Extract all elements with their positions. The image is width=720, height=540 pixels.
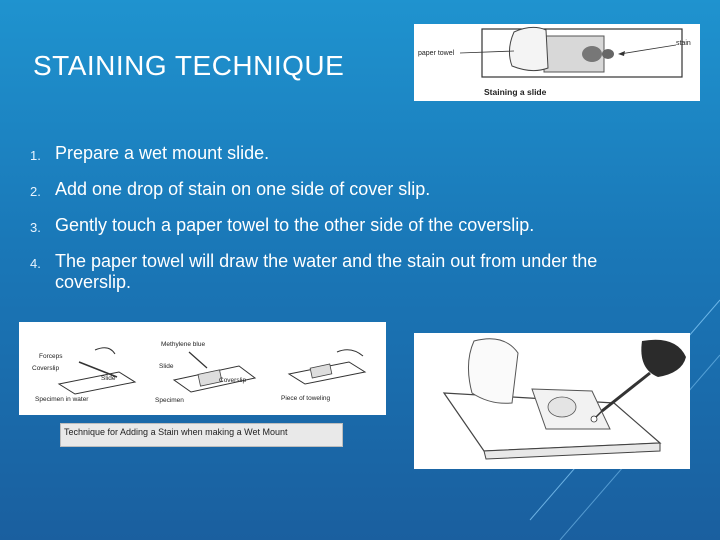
list-item — [30, 179, 610, 200]
steps-list — [30, 143, 610, 308]
label-coverslip-left: Coverslip — [32, 365, 60, 372]
label-stain: stain — [676, 40, 691, 47]
label-forceps: Forceps — [39, 353, 63, 360]
caption-text: Technique for Adding a Stain when making a Wet Mount — [64, 427, 288, 437]
caption-staining-slide: Staining a slide — [484, 87, 547, 97]
list-item — [30, 251, 610, 293]
step-text: Add one drop of stain on one side of cover slip. — [55, 179, 431, 199]
wet-mount-caption — [60, 423, 343, 447]
step-text: The paper towel will draw the water and the stain out from under the coverslip. — [55, 251, 598, 292]
label-slide-mid: Slide — [159, 363, 174, 370]
label-slide-left: Slide — [101, 375, 116, 382]
step-number: 4. — [30, 256, 41, 271]
label-paper-towel: paper towel — [418, 50, 455, 57]
wet-mount-diagram — [19, 322, 386, 415]
slide-title: STAINING TECHNIQUE — [33, 50, 345, 81]
staining-slide-image — [414, 24, 700, 101]
label-coverslip-mid: Coverslip — [219, 377, 247, 384]
label-methylene-blue: Methylene blue — [161, 341, 206, 348]
step-number: 2. — [30, 184, 41, 199]
step-number: 3. — [30, 220, 41, 235]
label-specimen: Specimen — [155, 397, 184, 404]
pipette-staining-image — [414, 333, 690, 469]
label-piece-of-toweling: Piece of toweling — [281, 395, 331, 402]
label-specimen-in-water: Specimen in water — [35, 396, 89, 403]
step-number: 1. — [30, 148, 41, 163]
list-item — [30, 215, 610, 236]
list-item — [30, 143, 610, 164]
step-text: Gently touch a paper towel to the other side of the coverslip. — [55, 215, 535, 235]
step-text: Prepare a wet mount slide. — [55, 143, 270, 163]
